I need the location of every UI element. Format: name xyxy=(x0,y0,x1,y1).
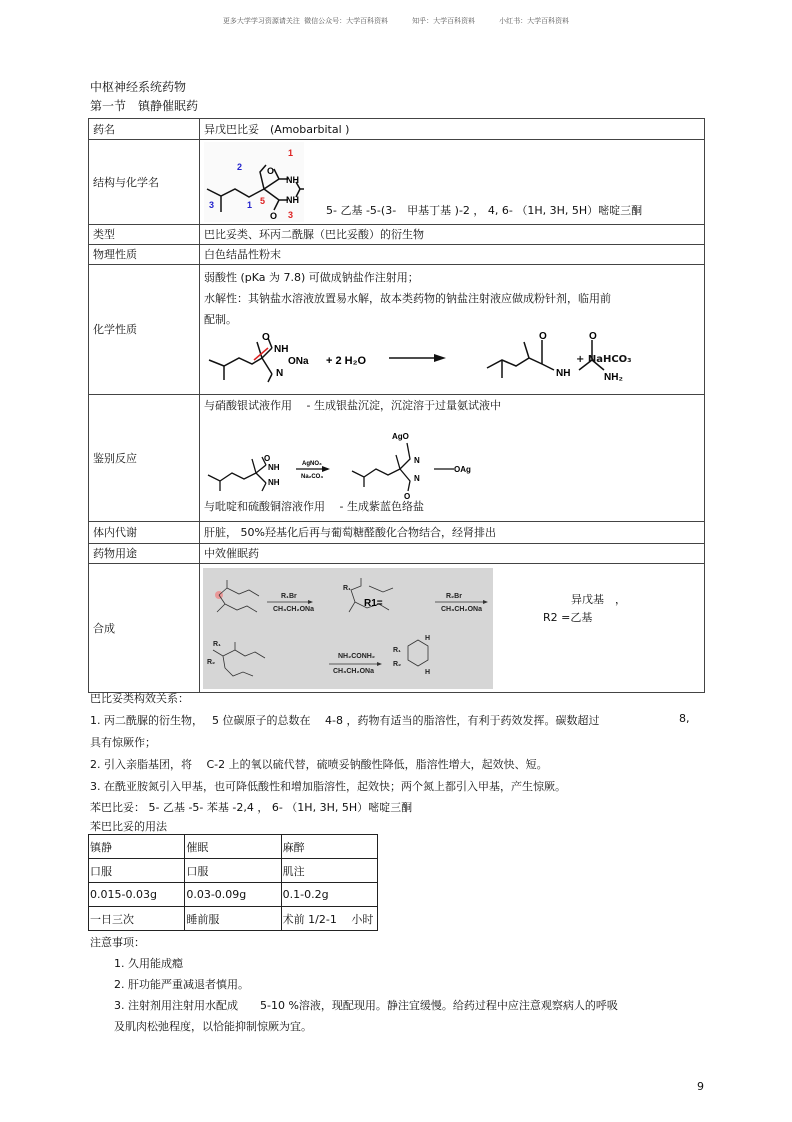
table-cell: 0.015-0.03g xyxy=(89,883,185,907)
header-text: 小红书：大学百科资料 xyxy=(499,17,570,25)
svg-text:AgO: AgO xyxy=(392,432,409,441)
note-3-cont: 及肌肉松弛程度，以恰能抑制惊厥为宜。 xyxy=(114,1020,312,1033)
svg-text:NH: NH xyxy=(274,344,289,355)
drug-name: 异戊巴比妥 (Amobarbital ) xyxy=(200,119,705,140)
table-row xyxy=(89,395,705,522)
chapter-title: 中枢神经系统药物 xyxy=(90,80,187,94)
table-cell: 睡前服 xyxy=(185,907,281,931)
svg-text:CH₃CH₂ONa: CH₃CH₂ONa xyxy=(333,667,374,675)
svg-text:H: H xyxy=(425,634,431,642)
header-text: 更多大学学习资源请关注 微信公众号：大学百科资料 xyxy=(222,17,389,25)
svg-text:R₁: R₁ xyxy=(343,584,351,592)
svg-text:NH: NH xyxy=(268,463,280,472)
r1-value: 异戊基 ， xyxy=(571,593,626,606)
svg-text:CH₃CH₂ONa: CH₃CH₂ONa xyxy=(273,605,314,613)
table-row xyxy=(89,225,705,245)
usage-table xyxy=(88,834,378,931)
silver-test-text: 与硝酸银试液作用 - 生成银盐沉淀，沉淀溶于过量氨试液中 xyxy=(204,399,501,412)
svg-text:R1=: R1= xyxy=(364,597,383,609)
table-row xyxy=(89,859,378,883)
svg-text:Na₂CO₃: Na₂CO₃ xyxy=(301,474,324,480)
table-cell: 0.1-0.2g xyxy=(281,883,377,907)
drug-info-table xyxy=(88,118,705,693)
row-label: 鉴别反应 xyxy=(89,395,200,522)
metabolism-value: 肝脏， 50%羟基化后再与葡萄糖醛酸化合物结合，经肾排出 xyxy=(200,522,705,544)
sar-point-1: 1. 丙二酰脲的衍生物， 5 位碳原子的总数在 4-8 ，药物有适当的脂溶性，有利于药效发挥。碳数超过 xyxy=(90,714,600,727)
svg-text:3: 3 xyxy=(209,200,215,210)
svg-text:R₂: R₂ xyxy=(393,660,402,668)
table-cell: 麻醉 xyxy=(281,835,377,859)
svg-text:ONa: ONa xyxy=(288,356,309,367)
page-header xyxy=(0,16,792,26)
table-cell: 一日三次 xyxy=(89,907,185,931)
svg-text:2: 2 xyxy=(237,162,243,172)
svg-text:N: N xyxy=(414,474,420,483)
table-row xyxy=(89,522,705,544)
table-cell: 术前 1/2-1 小时 xyxy=(281,907,377,931)
table-cell: 口服 xyxy=(89,859,185,883)
section-title: 第一节 镇静催眠药 xyxy=(90,99,199,113)
sar-title: 巴比妥类构效关系： xyxy=(90,692,189,705)
table-row xyxy=(89,544,705,564)
page-number: 9 xyxy=(697,1080,704,1093)
svg-text:3: 3 xyxy=(288,210,294,220)
svg-text:R₂: R₂ xyxy=(207,658,216,666)
table-cell: 口服 xyxy=(185,859,281,883)
copper-test-text: 与吡啶和硫酸铜溶液作用 - 生成紫蓝色络盐 xyxy=(204,500,424,513)
phenobarbital-name: 苯巴比妥： 5- 乙基 -5- 苯基 -2,4 ， 6- （1H, 3H, 5H）嘧啶三酮 xyxy=(90,801,413,814)
silver-salt-reaction xyxy=(204,415,504,500)
row-label: 药名 xyxy=(89,119,200,140)
note-1: 1. 久用能成瘾 xyxy=(114,957,183,970)
svg-text:N: N xyxy=(414,456,420,465)
svg-text:O: O xyxy=(539,331,547,342)
header-text: 知乎：大学百科资料 xyxy=(412,17,476,25)
row-label: 体内代谢 xyxy=(89,522,200,544)
table-row xyxy=(89,140,705,225)
svg-text:R₁: R₁ xyxy=(213,640,221,648)
svg-text:O: O xyxy=(270,211,278,221)
chemical-name: 5- 乙基 -5-(3- 甲基丁基 )-2 ， 4, 6- （1H, 3H, 5H）嘧啶三酮 xyxy=(326,204,643,217)
svg-text:NH₂CONH₂: NH₂CONH₂ xyxy=(338,652,375,660)
note-2: 2. 肝功能严重减退者慎用。 xyxy=(114,978,249,991)
notes-title: 注意事项： xyxy=(90,936,145,949)
row-label: 类型 xyxy=(89,225,200,245)
svg-text:R₂Br: R₂Br xyxy=(446,592,462,600)
svg-text:O: O xyxy=(267,166,275,176)
svg-text:NH₂: NH₂ xyxy=(604,372,623,383)
svg-text:+ 2 H₂O: + 2 H₂O xyxy=(326,355,367,367)
svg-text:NH: NH xyxy=(556,368,571,379)
synthesis-scheme xyxy=(203,568,493,689)
physical-property: 白色结晶性粉末 xyxy=(200,245,705,265)
svg-text:R₁Br: R₁Br xyxy=(281,592,297,600)
svg-text:R₁: R₁ xyxy=(393,646,401,654)
product-nahco3: + NaHCO₃ xyxy=(576,354,632,365)
row-label: 结构与化学名 xyxy=(89,140,200,225)
table-cell: 肌注 xyxy=(281,859,377,883)
svg-text:O: O xyxy=(264,454,271,463)
sar-point-3: 3. 在酰亚胺氮引入甲基，也可降低酸性和增加脂溶性，起效快；两个氮上都引入甲基，产生惊厥。 xyxy=(90,780,566,793)
table-cell: 催眠 xyxy=(185,835,281,859)
row-label: 物理性质 xyxy=(89,245,200,265)
svg-text:NH: NH xyxy=(268,478,280,487)
sar-point-1-cont: 具有惊厥作； xyxy=(90,736,156,749)
svg-text:CH₃CH₂ONa: CH₃CH₂ONa xyxy=(441,605,482,613)
sar-point-1-end: 8, xyxy=(679,712,690,725)
r2-value: R2 =乙基 xyxy=(543,611,593,624)
table-cell: 0.03-0.09g xyxy=(185,883,281,907)
svg-text:NH: NH xyxy=(286,175,299,185)
hydrolysis-text: 水解性：其钠盐水溶液放置易水解，故本类药物的钠盐注射液应做成粉针剂，临用前 xyxy=(204,292,611,305)
table-row xyxy=(89,245,705,265)
svg-text:AgNO₃: AgNO₃ xyxy=(302,461,322,467)
svg-text:O: O xyxy=(262,332,270,343)
table-row xyxy=(89,564,705,693)
table-row xyxy=(89,265,705,395)
svg-text:1: 1 xyxy=(288,148,294,158)
use-value: 中效催眠药 xyxy=(200,544,705,564)
hydrolysis-text-cont: 配制。 xyxy=(204,313,237,326)
svg-text:O: O xyxy=(404,492,411,500)
svg-text:O: O xyxy=(589,331,597,342)
table-row xyxy=(89,119,705,140)
svg-text:NH: NH xyxy=(286,195,299,205)
svg-text:5: 5 xyxy=(260,196,266,206)
svg-text:H: H xyxy=(425,668,431,676)
row-label: 药物用途 xyxy=(89,544,200,564)
table-cell: 镇静 xyxy=(89,835,185,859)
svg-text:OAg: OAg xyxy=(454,465,471,474)
table-row xyxy=(89,835,378,859)
amobarbital-structure xyxy=(204,142,304,222)
row-label: 化学性质 xyxy=(89,265,200,395)
note-3: 3. 注射剂用注射用水配成 5-10 %溶液，现配现用。静注宜缓慢。给药过程中应注意观察病人的呼吸 xyxy=(114,999,618,1012)
usage-title: 苯巴比妥的用法 xyxy=(90,820,167,833)
svg-text:N: N xyxy=(276,368,284,379)
row-label: 合成 xyxy=(89,564,200,693)
table-row xyxy=(89,907,378,931)
acidity-text: 弱酸性 (pKa 为 7.8) 可做成钠盐作注射用； xyxy=(204,271,419,284)
svg-text:1: 1 xyxy=(247,200,253,210)
type-value: 巴比妥类、环丙二酰脲（巴比妥酸）的衍生物 xyxy=(200,225,705,245)
table-row xyxy=(89,883,378,907)
sar-point-2: 2. 引入亲脂基团，将 C-2 上的氧以硫代替，硫喷妥钠酸性降低，脂溶性增大，起效快、短。 xyxy=(90,758,548,771)
